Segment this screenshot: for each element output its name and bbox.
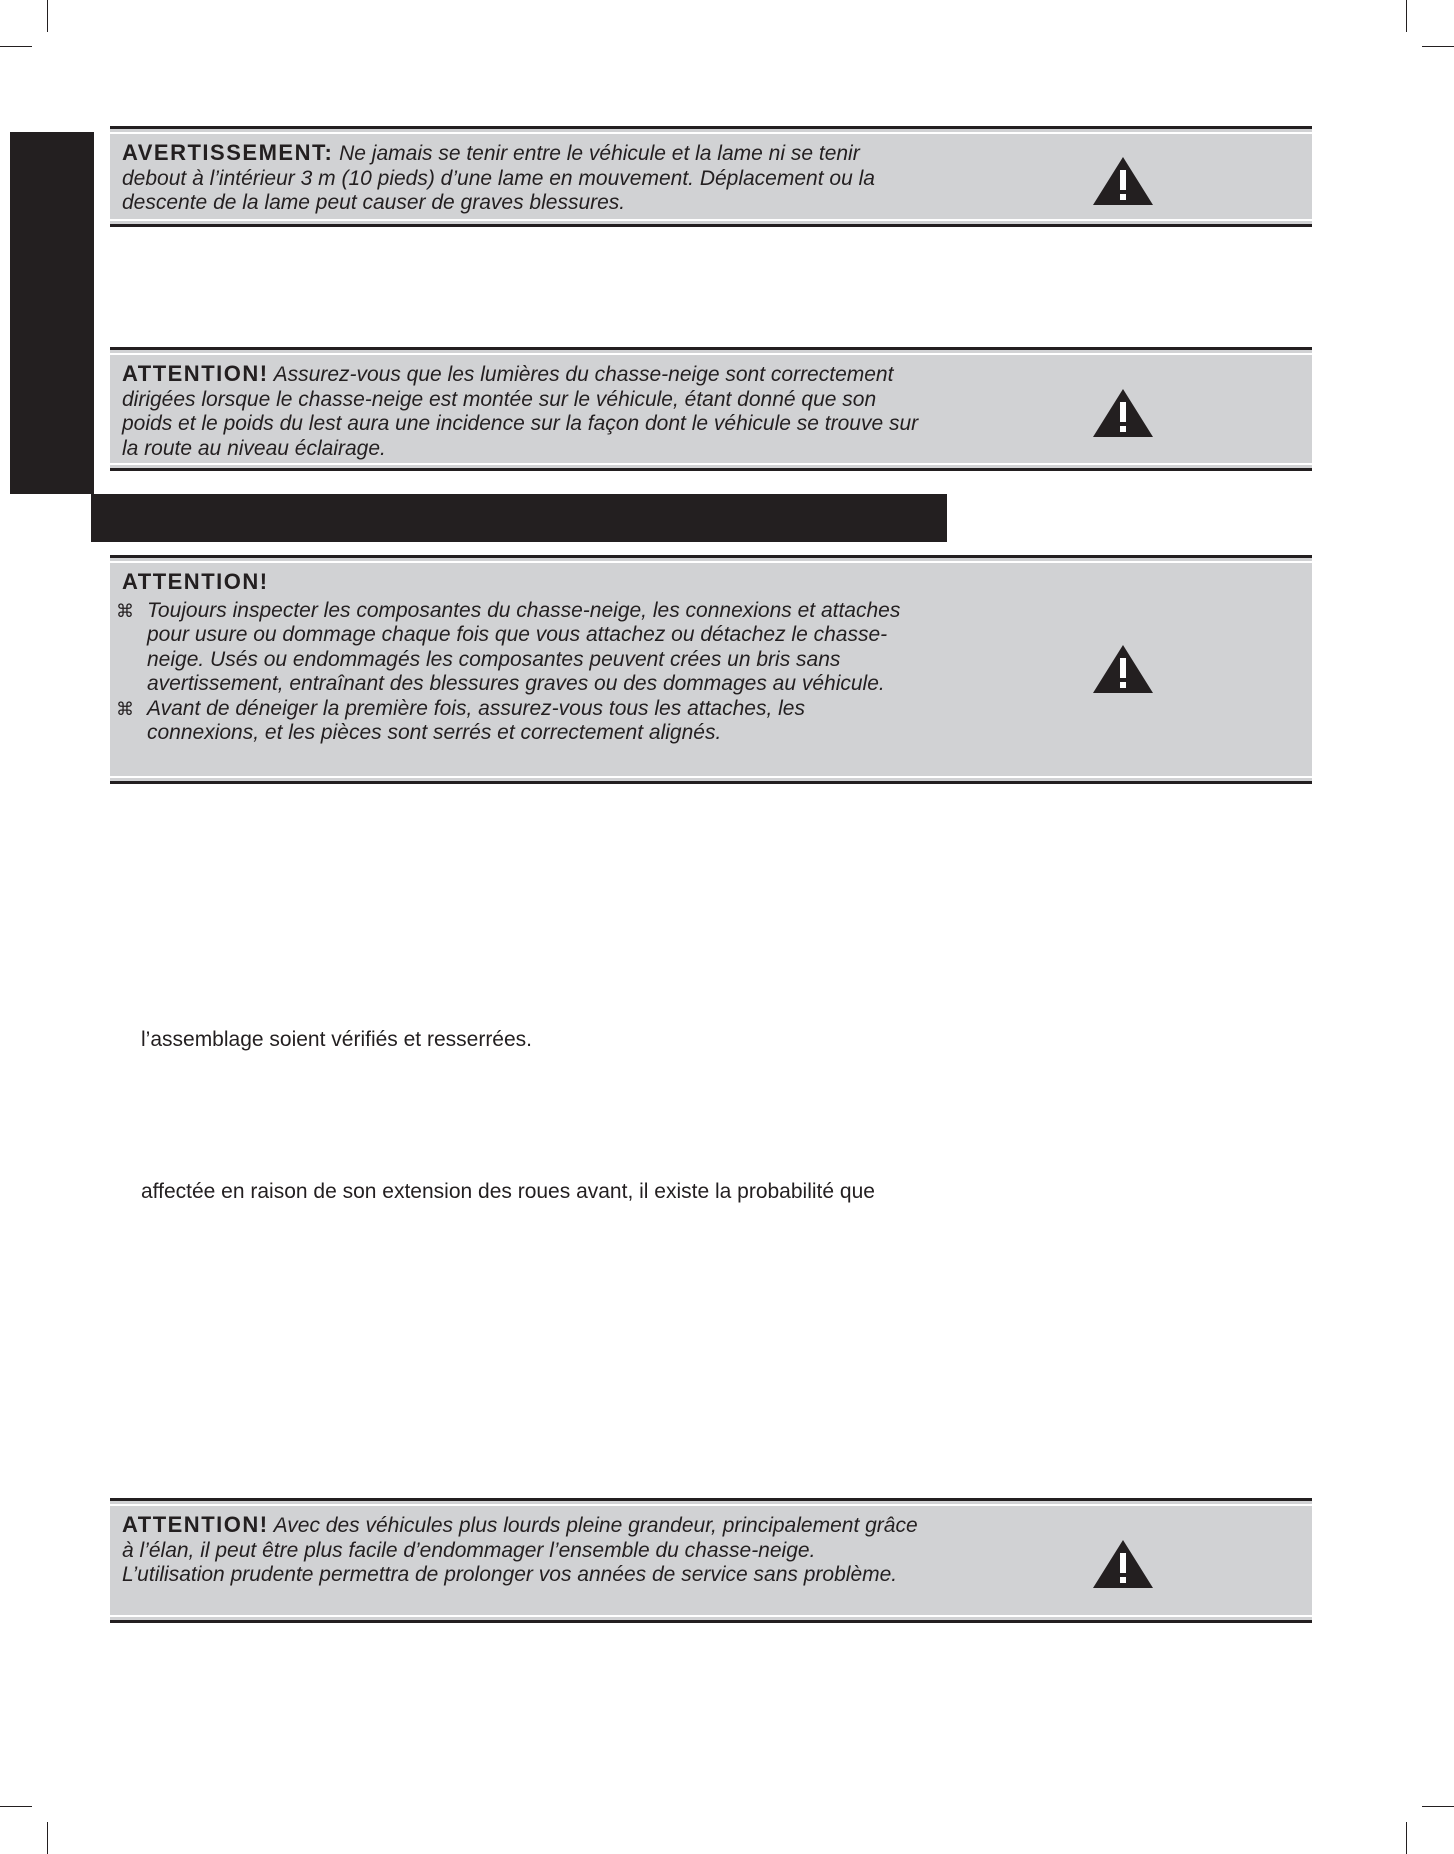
bullet-text: Avant de déneiger la première fois, assurez-vous tous les attaches, les connexions, et les pièces sont serrés et correctement alignés. [147,696,805,744]
avertissement-text: Ne jamais se tenir entre le véhicule et la lame ni se tenir debout à l’intérieur 3 m (10 pieds) d’une lame en mouvement. Déplacement ou la descente de la lame peut causer de graves blessures. [122,142,875,214]
warning-triangle-icon [1092,1539,1154,1589]
crop-mark [1406,0,1407,32]
attention-inspect-text-block [116,569,922,746]
command-bullet-icon: ⌘ [116,698,134,719]
attention-inspect-box [110,555,1312,784]
crop-mark [0,46,32,47]
crop-mark [0,1806,32,1807]
crop-mark [47,1822,48,1854]
warning-triangle-icon [1092,388,1154,438]
avertissement-box [110,126,1312,227]
body-text-line: l’assemblage soient vérifiés et resserrées. [141,1028,533,1051]
attention-lights-label: ATTENTION! [122,361,269,386]
side-tab [10,132,94,494]
attention-heavy-label: ATTENTION! [122,1512,269,1537]
command-bullet-icon: ⌘ [116,600,134,621]
attention-inspect-bullets [116,598,922,746]
attention-heavy-box [110,1498,1312,1623]
attention-lights-box [110,347,1312,471]
bullet-item [116,696,922,746]
crop-mark [1406,1822,1407,1854]
attention-heavy-text-block [122,1513,922,1588]
avertissement-label: AVERTISSEMENT: [122,140,334,165]
bullet-text: Toujours inspecter les composantes du chasse-neige, les connexions et attaches pour usure ou dommage chaque fois que vous attachez ou détachez le chasse-neige. Usés ou endommagés les composantes peuvent crées un bris sans avertissement, entraînant des blessures graves ou des dommages au véhicule. [147,598,901,695]
attention-lights-text: Assurez-vous que les lumières du chasse-neige sont correctement dirigées lorsque le chasse-neige est montée sur le véhicule, étant donné que son poids et le poids du lest aura une incidence sur la façon dont le véhicule se trouve sur la route au niveau éclairage. [122,363,919,460]
avertissement-text-block [122,141,922,216]
section-header-bar [91,494,947,542]
crop-mark [1422,46,1454,47]
attention-inspect-label: ATTENTION! [122,569,269,594]
bullet-item [116,598,922,697]
attention-heavy-text: Avec des véhicules plus lourds pleine grandeur, principalement grâce à l’élan, il peut être plus facile d’endommager l’ensemble du chasse-neige. L’utilisation prudente permettra de prolonger vos années de service sans problème. [122,1514,918,1586]
warning-triangle-icon [1092,644,1154,694]
warning-triangle-icon [1092,156,1154,206]
body-text-line: affectée en raison de son extension des roues avant, il existe la probabilité que [141,1180,875,1203]
attention-lights-text-block [122,362,922,461]
crop-mark [47,0,48,32]
crop-mark [1422,1806,1454,1807]
